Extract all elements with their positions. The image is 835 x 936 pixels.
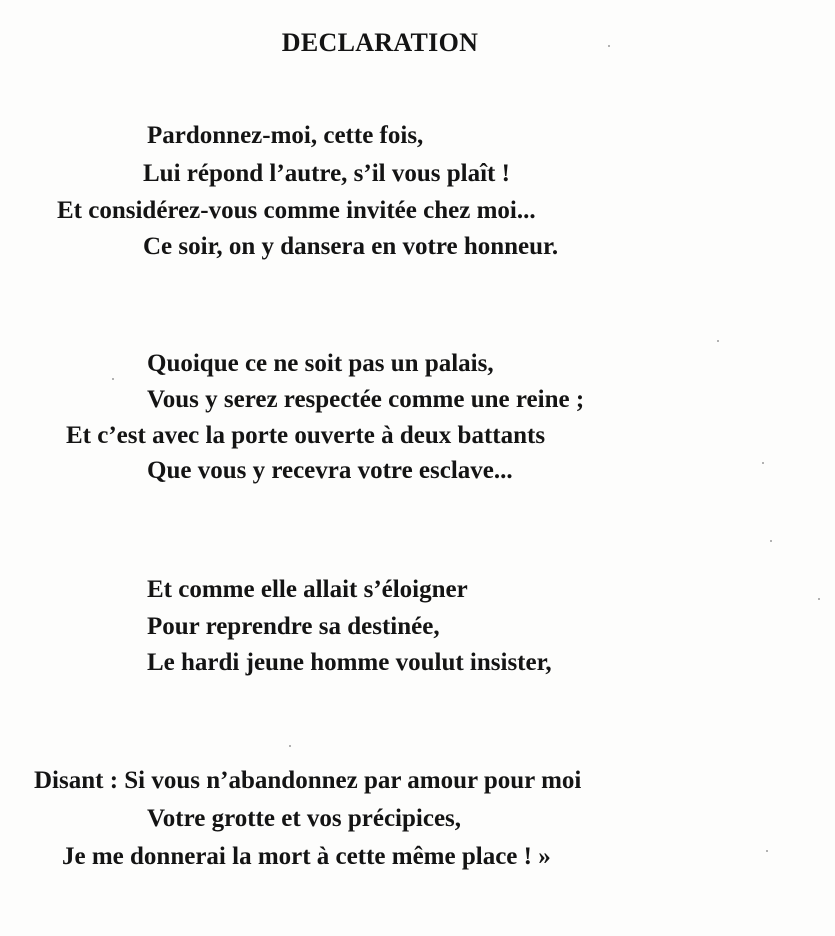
poem-line: Vous y serez respectée comme une reine ; [147,386,585,413]
paper-speck [770,540,772,542]
paper-speck [766,850,768,852]
paper-speck [112,378,114,380]
poem-line: Que vous y recevra votre esclave... [147,457,513,484]
paper-speck [717,340,719,342]
paper-speck [818,598,820,600]
poem-title: DECLARATION [281,28,479,57]
poem-line: Pardonnez-moi, cette fois, [147,122,424,149]
poem-line: Le hardi jeune homme voulut insister, [147,649,552,676]
poem-line: Disant : Si vous n’abandonnez par amour pour moi [34,767,582,794]
poem-line: Lui répond l’autre, s’il vous plaît ! [143,160,510,187]
paper-speck [289,745,291,747]
paper-speck [608,45,610,47]
poem-line: Je me donnerai la mort à cette même place ! » [62,843,551,870]
poem-line: Et c’est avec la porte ouverte à deux battants [66,422,546,449]
poem-line: Ce soir, on y dansera en votre honneur. [143,233,559,260]
poem-line: Et considérez-vous comme invitée chez moi... [57,197,536,224]
poem-line: Quoique ce ne soit pas un palais, [147,350,494,377]
poem-line: Et comme elle allait s’éloigner [147,576,468,603]
poem-line: Votre grotte et vos précipices, [147,805,462,832]
poem-line: Pour reprendre sa destinée, [147,613,440,640]
paper-speck [762,462,764,464]
